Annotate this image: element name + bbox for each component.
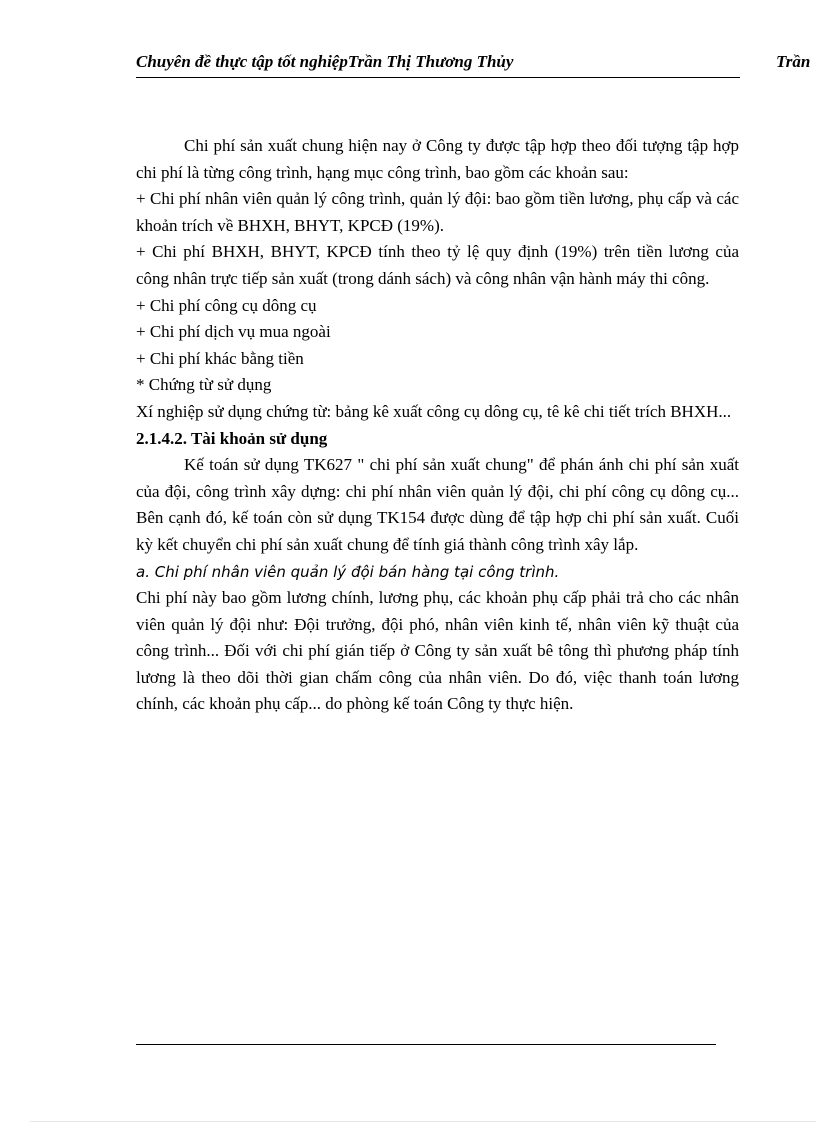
document-body [136, 133, 739, 718]
paragraph-documents: Xí nghiệp sử dụng chứng từ: bảng kê xuất công cụ dông cụ, tê kê chi tiết trích BHXH... [136, 401, 732, 421]
header-author-overflow: Trần [776, 52, 811, 71]
footer-divider [136, 1044, 716, 1045]
subsection-heading-staff: a. Chi phí nhân viên quản lý đội bán hàng tại công trình. [136, 562, 560, 581]
header-title: Chuyên đề thực tập tốt nghiệpTrần Thị Thương Thủy [136, 52, 514, 71]
list-item-other-cost: + Chi phí khác bằng tiền [136, 348, 304, 368]
paragraph-staff-cost: Chi phí này bao gồm lương chính, lương phụ, các khoản phụ cấp phải trả cho các nhân viên quản lý đội như: Đội trưởng, đội phó, nhân viên kinh tế, nhân viên kỹ thuật của công trình... Đối với chi phí gián tiếp ở Công ty sản xuất bê tông thì phương pháp tính lương là theo dõi thời gian chấm công của nhân viên. Do đó, việc thanh toán lương chính, các khoản phụ cấp... do phòng kế toán Công ty thực hiện. [136, 588, 739, 714]
paragraph-accounts: Kế toán sử dụng TK627 " chi phí sản xuất chung" để phán ánh chi phí sản xuất của đội, công trình xây dựng: chi phí nhân viên quản lý đội, chi phí công cụ dông cụ... Bên cạnh đó, kế toán còn sử dụng TK154 được dùng để tập hợp chi phí sản xuất. Cuối kỳ kết chuyển chi phí sản xuất chung để tính giá thành công trình xây lắp. [136, 455, 739, 554]
page-bottom-edge [30, 1121, 816, 1122]
list-item-staff-cost: + Chi phí nhân viên quản lý công trình, quản lý đội: bao gồm tiền lương, phụ cấp và các khoản trích về BHXH, BHYT, KPCĐ (19%). [136, 189, 739, 235]
list-item-services-cost: + Chi phí dịch vụ mua ngoài [136, 322, 331, 342]
list-item-tools-cost: + Chi phí công cụ dông cụ [136, 295, 317, 315]
header-divider [136, 77, 740, 78]
paragraph-intro: Chi phí sản xuất chung hiện nay ở Công ty được tập hợp theo đối tượng tập hợp chi phí là từng công trình, hạng mục công trình, bao gồm các khoản sau: [136, 136, 739, 182]
section-heading-accounts: 2.1.4.2. Tài khoản sử dụng [136, 428, 328, 448]
list-item-insurance-cost: + Chi phí BHXH, BHYT, KPCĐ tính theo tỷ lệ quy định (19%) trên tiền lương của công nhân trực tiếp sản xuất (trong dánh sách) và công nhân vận hành máy thi công. [136, 242, 739, 288]
documents-used-label: * Chứng từ sử dụng [136, 375, 272, 395]
